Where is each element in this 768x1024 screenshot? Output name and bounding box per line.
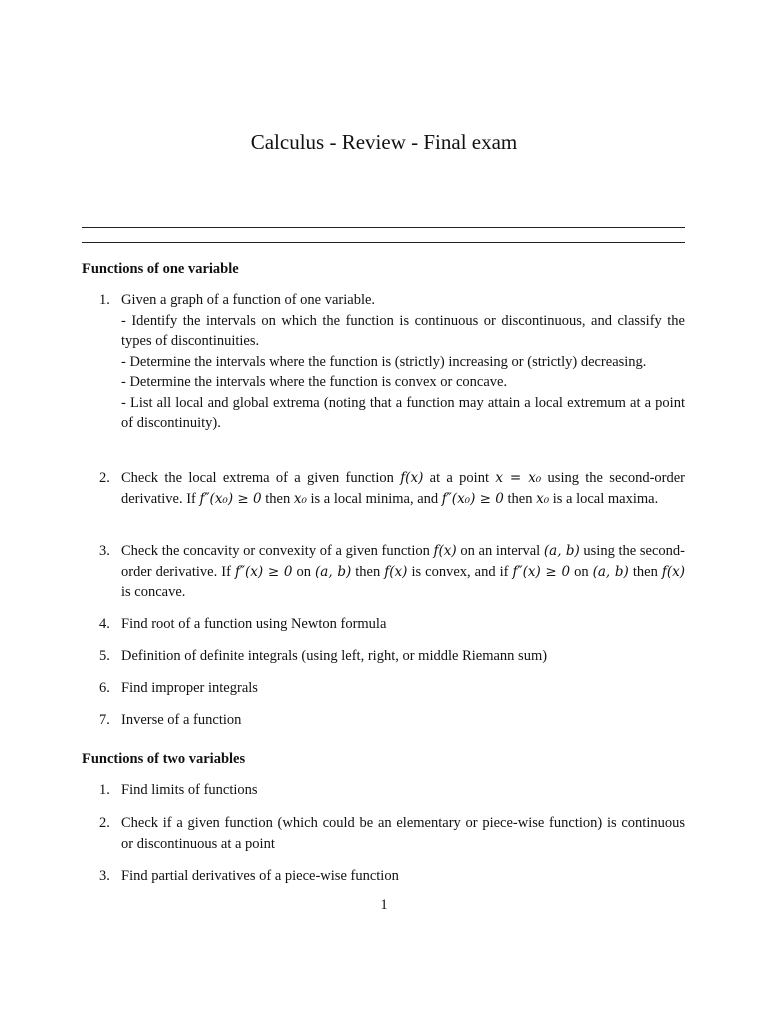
list-item: 3. Check the concavity or convexity of a given function f(x) on an interval (a, b) using the second-order derivative. If f″(x) ≥ 0 on (a, b) then f(x) is convex, and if f″(x) ≥ 0 on (a, b) then f(x) is concave.	[99, 543, 686, 600]
page-number: 1	[380, 897, 388, 913]
list-item: 1. Find limits of functions	[99, 782, 258, 798]
section-title-two-variables: Functions of two variables	[82, 751, 246, 767]
list-item: 2. Check if a given function (which could be an elementary or piece-wise function) is continuous or discontinuous at a point	[99, 815, 685, 852]
section-title-one-variable: Functions of one variable	[82, 261, 239, 277]
list-item: 7. Inverse of a function	[99, 712, 242, 728]
list-item: 4. Find root of a function using Newton formula	[99, 616, 387, 632]
list-item: 3. Find partial derivatives of a piece-wise function	[99, 868, 399, 884]
list-item: 1. Given a graph of a function of one variable. - Identify the intervals on which the function is continuous or discontinuous, and classify the types of discontinuities. - Determine the intervals where the function is (strictly) increasing or (strictly) decreasing. - Determine the intervals where the function is convex or concave. - List all local and global extrema (noting that a function may attain a local extremum at a point of discontinuity).	[99, 292, 685, 431]
list-item: 6. Find improper integrals	[99, 680, 258, 696]
list-item: 2. Check the local extrema of a given function f(x) at a point x = x₀ using the second-order derivative. If f″(x₀) ≥ 0 then x₀ is a local minima, and f″(x₀) ≥ 0 then x₀ is a local maxima.	[99, 470, 685, 507]
bottom-rule	[82, 242, 685, 243]
list-item: 5. Definition of definite integrals (using left, right, or middle Riemann sum)	[99, 648, 548, 664]
top-rule	[82, 227, 685, 228]
document-title: Calculus - Review - Final exam	[250, 130, 518, 154]
